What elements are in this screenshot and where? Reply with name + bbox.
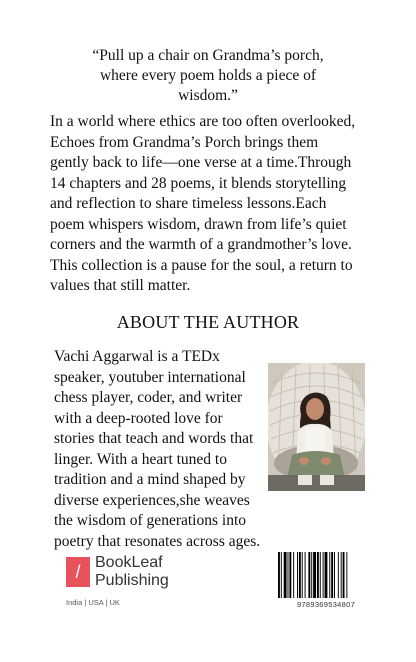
- bio-line: the wisdom of generations into: [54, 512, 246, 529]
- barcode-bar: [293, 552, 294, 598]
- isbn-number: 9789369534807: [296, 600, 356, 609]
- barcode-bar: [325, 552, 328, 598]
- blurb-line: values that still matter.: [50, 277, 191, 294]
- quote-line: “Pull up a chair on Grandma’s porch,: [92, 47, 324, 64]
- quote-line: wisdom.”: [178, 87, 238, 104]
- barcode-bar: [331, 552, 333, 598]
- publisher-regions: India | USA | UK: [66, 598, 120, 607]
- about-author-heading: ABOUT THE AUTHOR: [116, 312, 300, 332]
- isbn-barcode: [276, 551, 376, 599]
- publisher-name-line2: Publishing: [95, 572, 169, 589]
- publisher-name: [95, 554, 169, 590]
- bio-line: speaker, youtuber international: [54, 368, 246, 386]
- barcode-bar: [289, 552, 291, 598]
- barcode-bar: [311, 552, 312, 598]
- barcode-bar: [346, 552, 347, 598]
- barcode-bar: [341, 552, 342, 598]
- bio-line: chess player, coder, and writer: [54, 389, 243, 406]
- blurb-line: This collection is a pause for the soul, a return to: [50, 256, 353, 274]
- barcode-bar: [343, 552, 345, 598]
- blurb-line: poem whispers wisdom, drawn from life’s quiet: [50, 215, 347, 233]
- barcode-bar: [320, 552, 321, 598]
- publisher-name-line1: BookLeaf: [95, 554, 163, 571]
- tagline-quote: [70, 46, 346, 106]
- bio-line: with a deep-rooted love for: [54, 409, 223, 427]
- barcode-bar: [323, 552, 324, 598]
- barcode-bar: [334, 552, 335, 598]
- quote-line: where every poem holds a piece of: [99, 67, 317, 84]
- bio-line: linger. With a heart tuned to: [54, 450, 227, 468]
- barcode-bar: [281, 552, 282, 598]
- blurb-line: 14 chapters and 28 poems, it blends storytelling: [50, 174, 347, 192]
- bio-line: stories that teach and words that: [54, 430, 254, 447]
- barcode-bar: [288, 552, 289, 598]
- barcode-bar: [317, 552, 319, 598]
- barcode-bar: [284, 552, 287, 598]
- barcode-bar: [313, 552, 316, 598]
- barcode-bar: [338, 552, 339, 598]
- author-bio: [54, 347, 264, 552]
- barcode-bar: [308, 552, 310, 598]
- bio-line: diverse experiences,she weaves: [54, 491, 250, 509]
- blurb-line: corners and the warmth of a grandmother’s love.: [50, 236, 352, 253]
- barcode-bar: [329, 552, 330, 598]
- blurb-line: gently back to life—one verse at a time.Through: [50, 154, 352, 171]
- book-blurb: [50, 112, 410, 297]
- blurb-line: In a world where ethics are too often overlooked,: [50, 113, 356, 130]
- barcode-bar: [302, 552, 303, 598]
- barcode-bar: [278, 552, 280, 598]
- bio-line: tradition and a mind shaped by: [54, 471, 246, 488]
- bio-line: Vachi Aggarwal is a TEDx: [54, 348, 220, 365]
- barcode-bar: [305, 552, 306, 598]
- barcode-bar: [299, 552, 301, 598]
- author-photo: [268, 363, 365, 491]
- bio-line: poetry that resonates across ages.: [54, 532, 261, 550]
- blurb-line: Echoes from Grandma’s Porch brings them: [50, 133, 319, 151]
- blurb-line: and reflection to share timeless lessons.Each: [50, 195, 327, 212]
- publisher-logo-mark: /: [66, 557, 90, 587]
- barcode-bar: [297, 552, 298, 598]
